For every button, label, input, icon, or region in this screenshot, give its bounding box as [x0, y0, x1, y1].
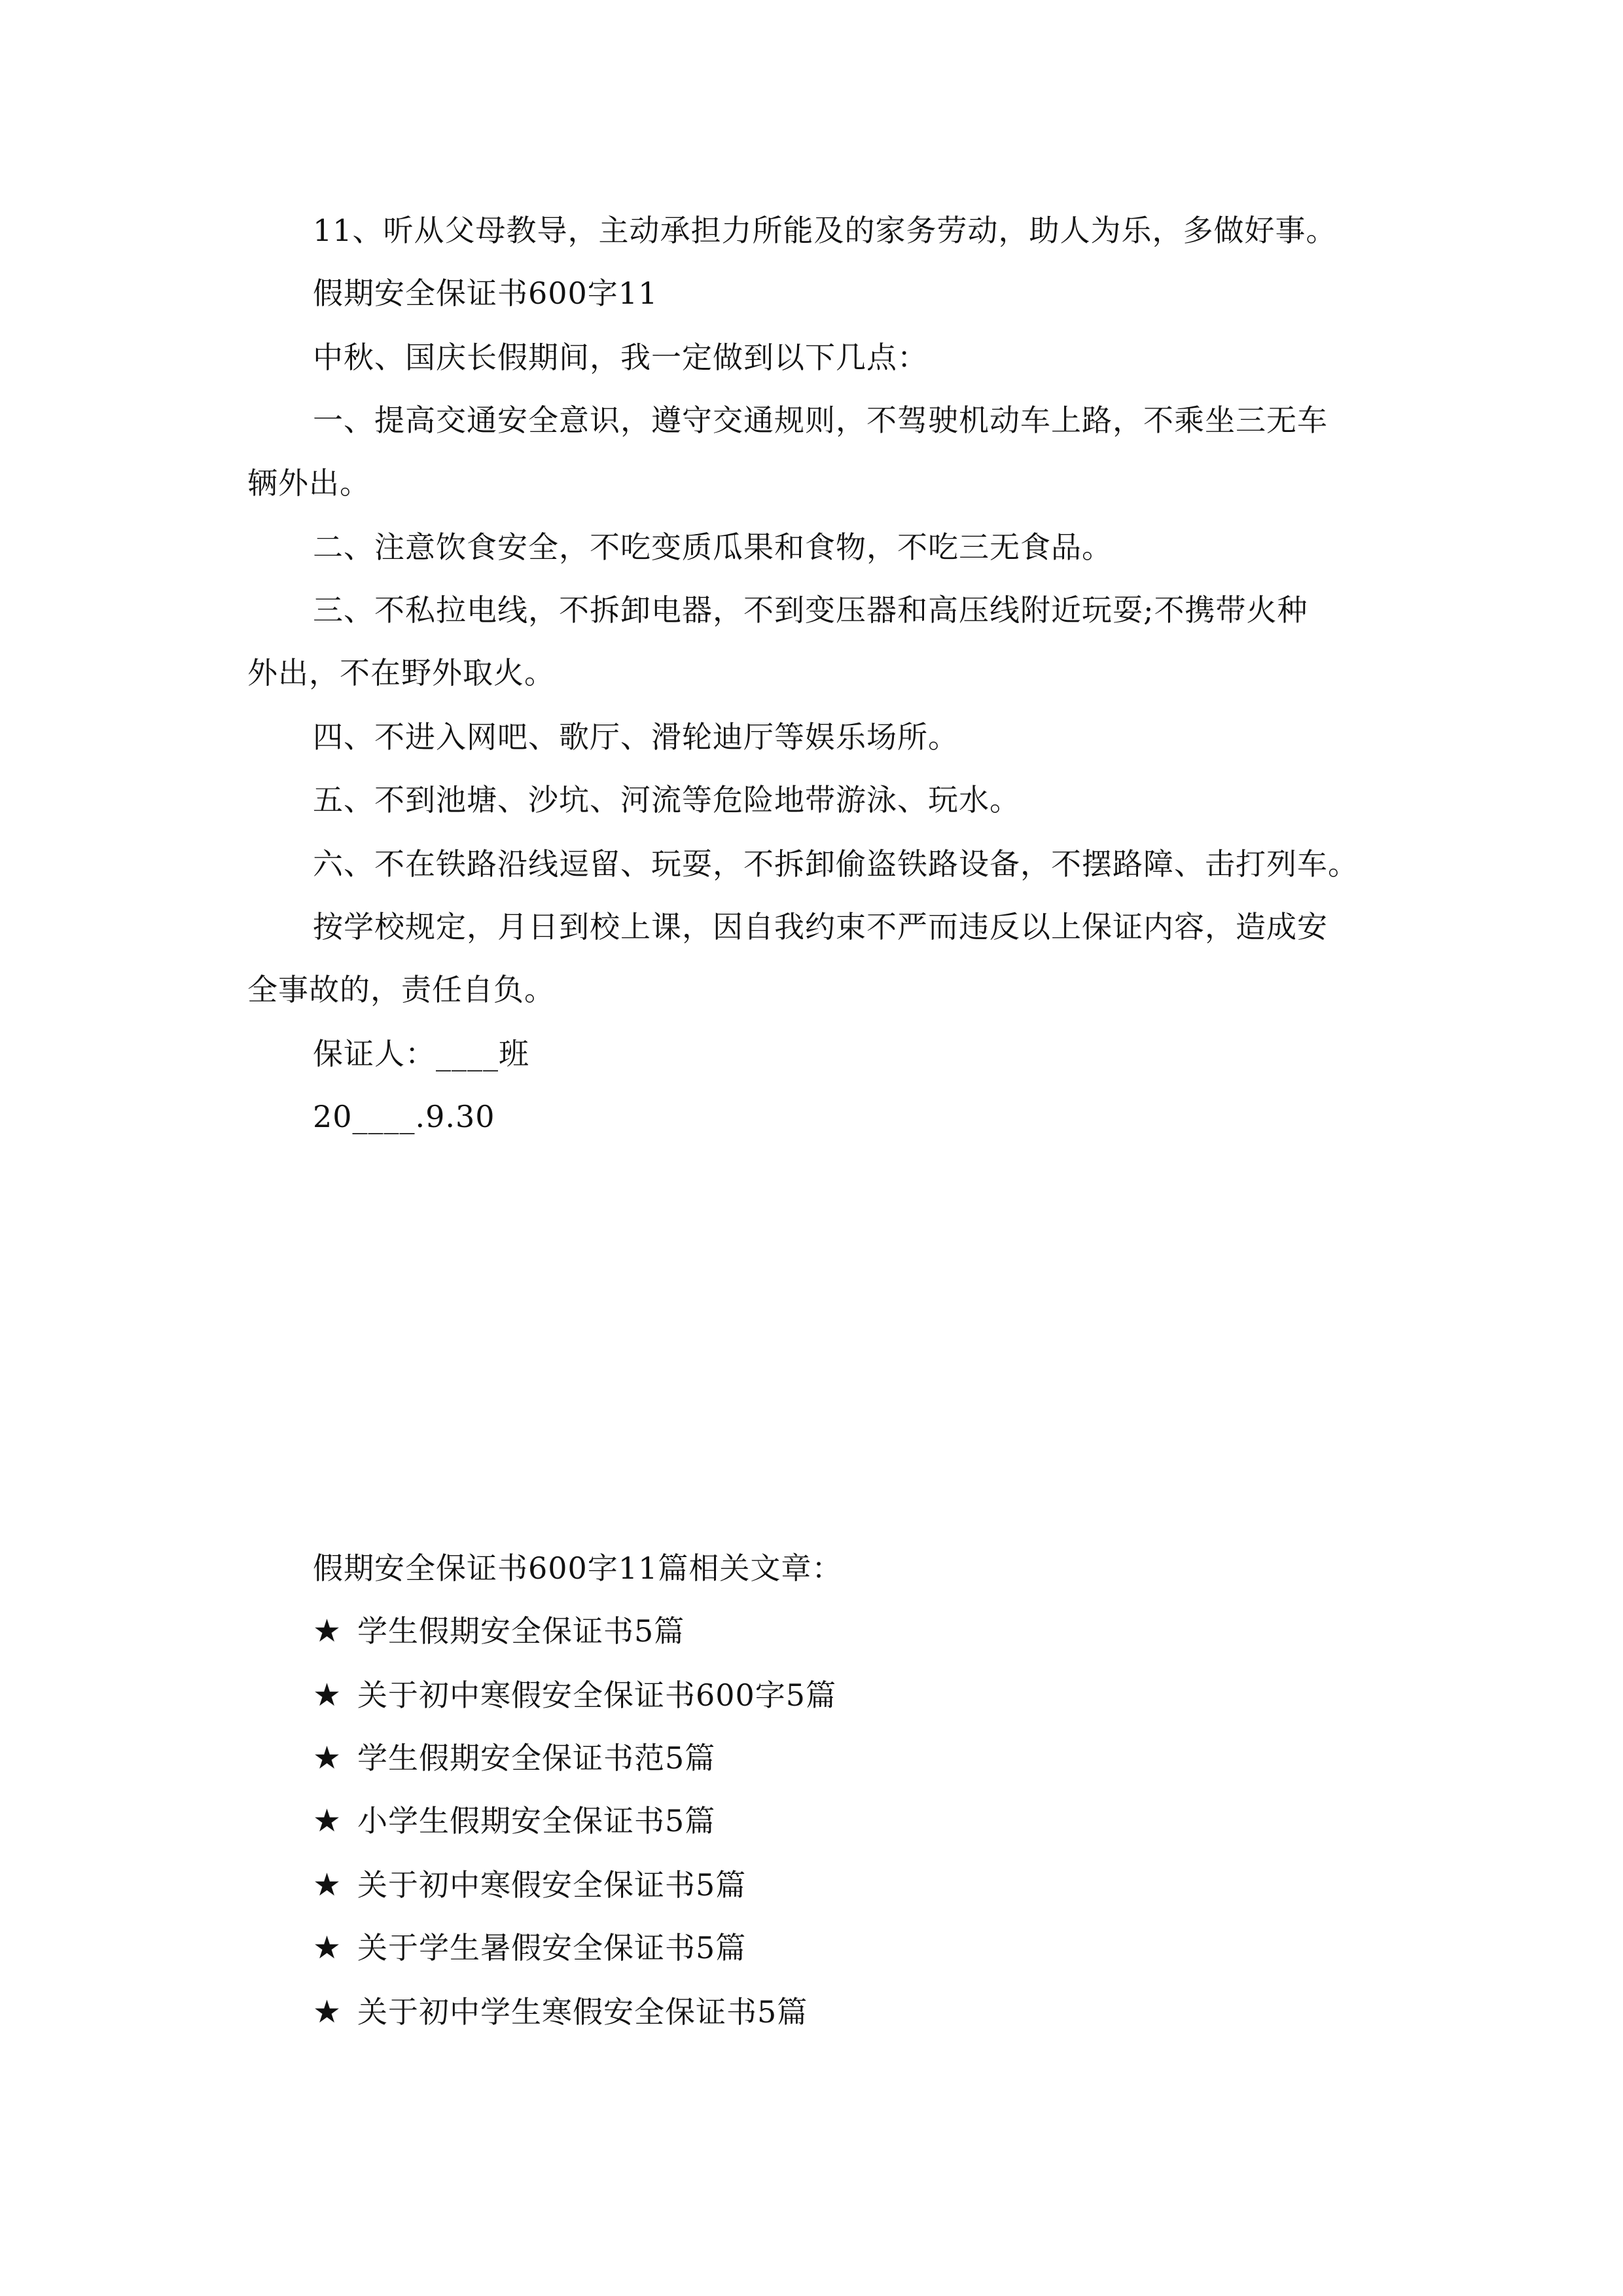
related-heading: 假期安全保证书600字11篇相关文章： — [313, 1551, 843, 1586]
body-line-12: 按学校规定，月日到校上课，因自我约束不严而违反以上保证内容，造成安 — [313, 909, 1328, 944]
star-icon: ★ — [313, 1803, 342, 1839]
body-line-6: 二、注意饮食安全，不吃变质瓜果和食物，不吃三无食品。 — [313, 529, 1113, 565]
body-line-5: 辆外出。 — [247, 465, 370, 501]
related-link-label: 小学生假期安全保证书5篇 — [357, 1803, 716, 1839]
related-link-label: 关于学生暑假安全保证书5篇 — [357, 1930, 747, 1965]
body-line-9: 四、不进入网吧、歌厅、滑轮迪厅等娱乐场所。 — [313, 719, 959, 755]
star-icon: ★ — [313, 1867, 342, 1903]
body-line-7: 三、不私拉电线，不拆卸电器，不到变压器和高压线附近玩耍;不携带火种 — [313, 592, 1308, 628]
related-link-7[interactable] — [313, 1992, 808, 2032]
body-line-2: 假期安全保证书600字11 — [313, 276, 658, 311]
related-link-5[interactable] — [313, 1865, 746, 1905]
related-link-label: 关于初中学生寒假安全保证书5篇 — [357, 1994, 808, 2030]
body-line-1: 11、听从父母教导，主动承担力所能及的家务劳动，助人为乐，多做好事。 — [313, 213, 1337, 248]
body-line-13: 全事故的，责任自负。 — [247, 972, 555, 1007]
related-link-label: 学生假期安全保证书5篇 — [357, 1613, 685, 1649]
body-line-8: 外出，不在野外取火。 — [247, 655, 555, 691]
signature-line: 保证人：____班 — [313, 1036, 529, 1071]
related-link-3[interactable] — [313, 1738, 715, 1778]
date-line: 20____.9.30 — [313, 1099, 495, 1134]
star-icon: ★ — [313, 1740, 342, 1776]
related-link-1[interactable] — [313, 1611, 685, 1651]
body-line-4: 一、提高交通安全意识，遵守交通规则，不驾驶机动车上路，不乘坐三无车 — [313, 403, 1328, 438]
related-link-4[interactable] — [313, 1801, 715, 1840]
related-link-2[interactable] — [313, 1676, 836, 1715]
related-link-label: 关于初中寒假安全保证书600字5篇 — [357, 1677, 837, 1713]
star-icon: ★ — [313, 1929, 342, 1966]
related-link-label: 关于初中寒假安全保证书5篇 — [357, 1867, 747, 1903]
related-link-label: 学生假期安全保证书范5篇 — [357, 1740, 716, 1776]
star-icon: ★ — [313, 1677, 342, 1713]
body-line-11: 六、不在铁路沿线逗留、玩耍，不拆卸偷盗铁路设备，不摆路障、击打列车。 — [313, 846, 1359, 882]
star-icon: ★ — [313, 1613, 342, 1649]
body-line-10: 五、不到池塘、沙坑、河流等危险地带游泳、玩水。 — [313, 782, 1020, 817]
body-line-3: 中秋、国庆长假期间，我一定做到以下几点： — [313, 340, 928, 375]
related-link-6[interactable] — [313, 1928, 746, 1967]
star-icon: ★ — [313, 1994, 342, 2030]
